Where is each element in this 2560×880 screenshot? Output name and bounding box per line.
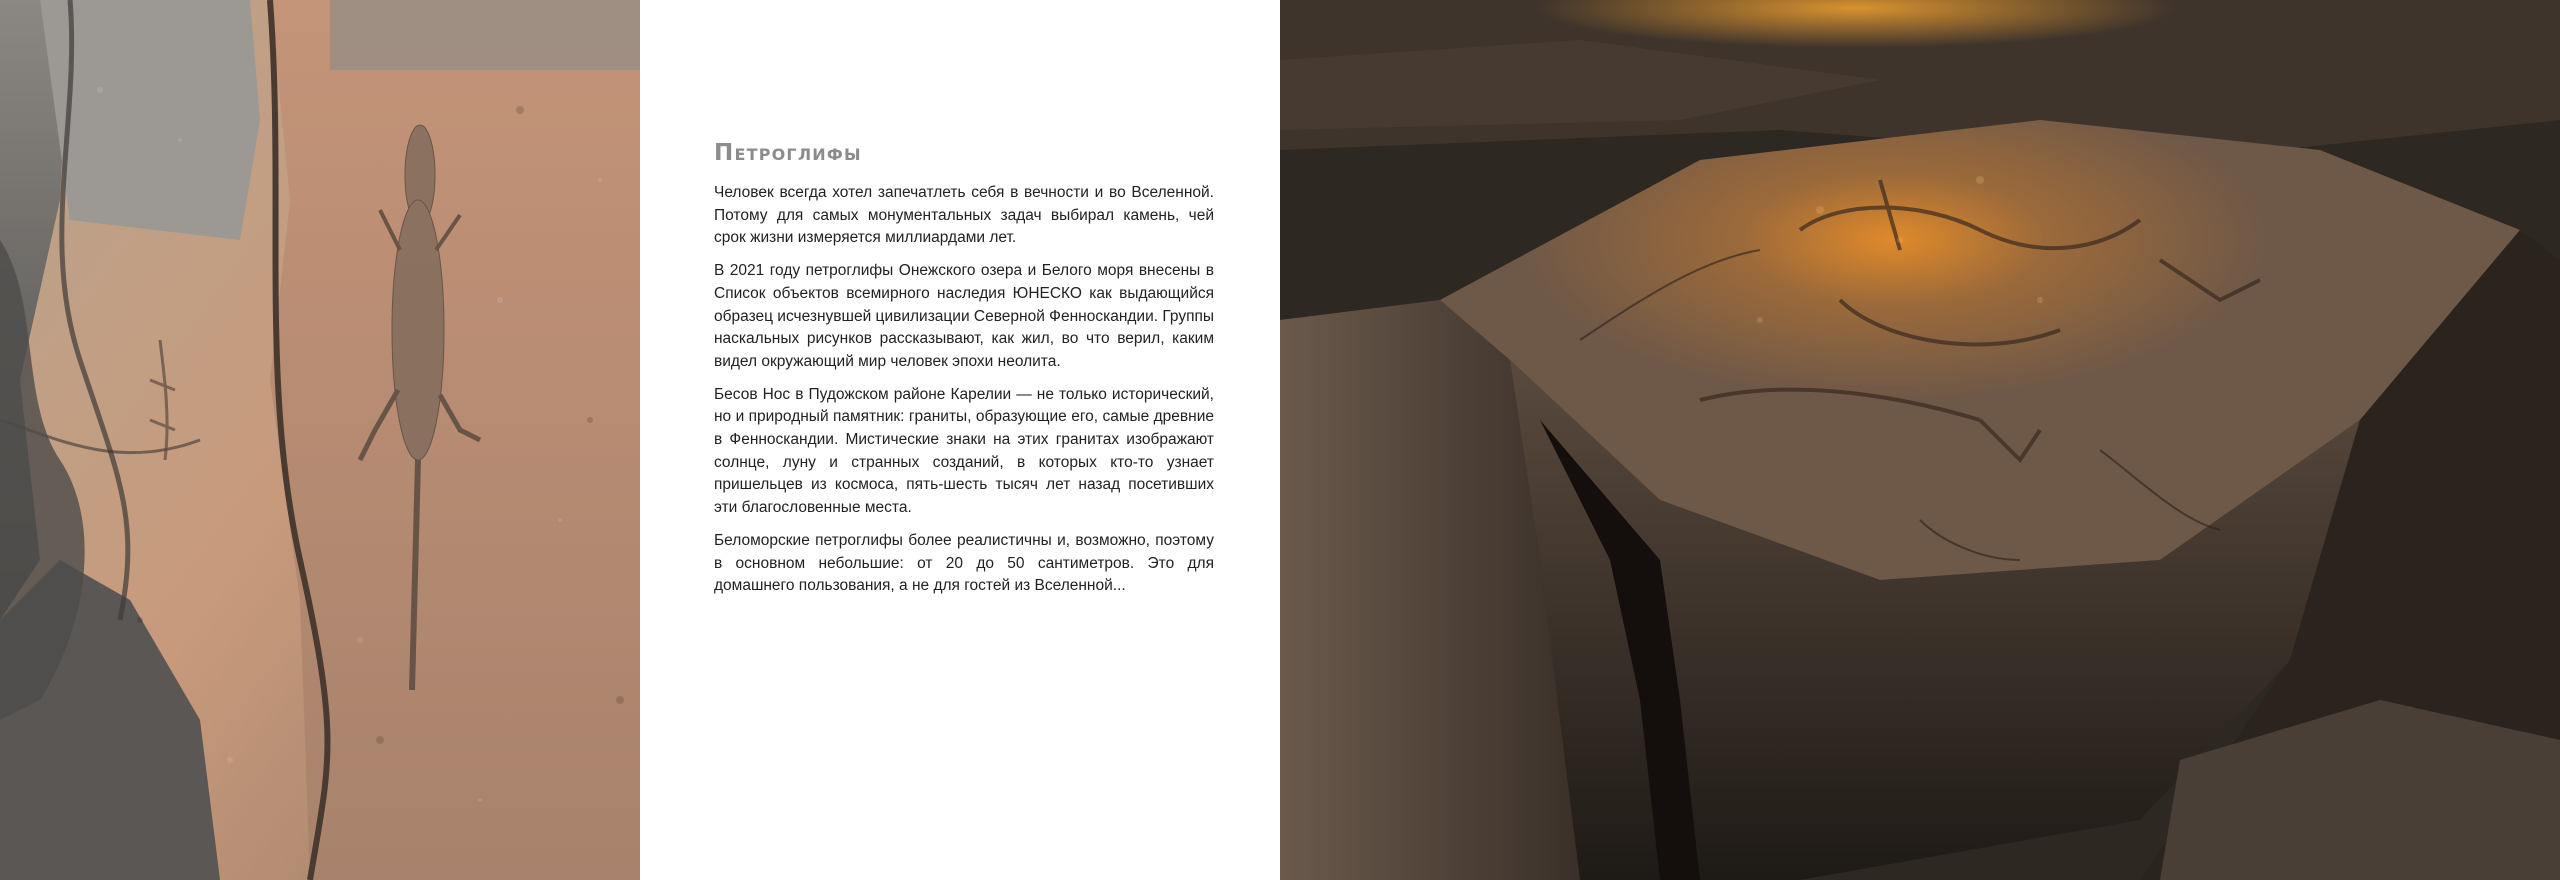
article-paragraph: Человек всегда хотел запечатлеть себя в вечности и во Вселенной. Потому для самых монументальных задач выбирал камень, чей срок жизни измеряется миллиардами лет.: [714, 184, 1214, 247]
article-paragraph: В 2021 году петроглифы Онежского озера и Белого моря внесены в Список объектов всемирного наследия ЮНЕСКО как выдающийся образец исчезнувшей цивилизации Северной Фенноскандии. Группы наскальных рисунков рассказывают, как жил, во что верил, каким видел окружающий мир человек эпохи неолита.: [714, 262, 1214, 370]
article-paragraph: Бесов Нос в Пудожском районе Карелии — не только исторический, но и природный памятник: граниты, образующие его, самые древние в Фенноскандии. Мистические знаки на этих гранитах изображают солнце, луну и странных созданий, в которых кто-то узнает пришельцев из космоса, пять-шесть тысяч лет назад посетивших эти благословенные места.: [714, 385, 1214, 517]
article-paragraph: Беломорские петроглифы более реалистичны и, возможно, поэтому в основном небольшие: от 20 до 50 сантиметров. Это для домашнего пользования, а не для гостей из Вселенной...: [714, 531, 1214, 595]
rock-wall-illustration: [0, 0, 640, 880]
article-title: Петроглифы: [714, 140, 862, 166]
carved-stone-photo: [1280, 0, 2560, 880]
carved-stone-illustration: [1280, 0, 2560, 880]
text-page: [640, 0, 1280, 880]
rock-wall-photo: [0, 0, 640, 880]
article: [714, 140, 1214, 608]
